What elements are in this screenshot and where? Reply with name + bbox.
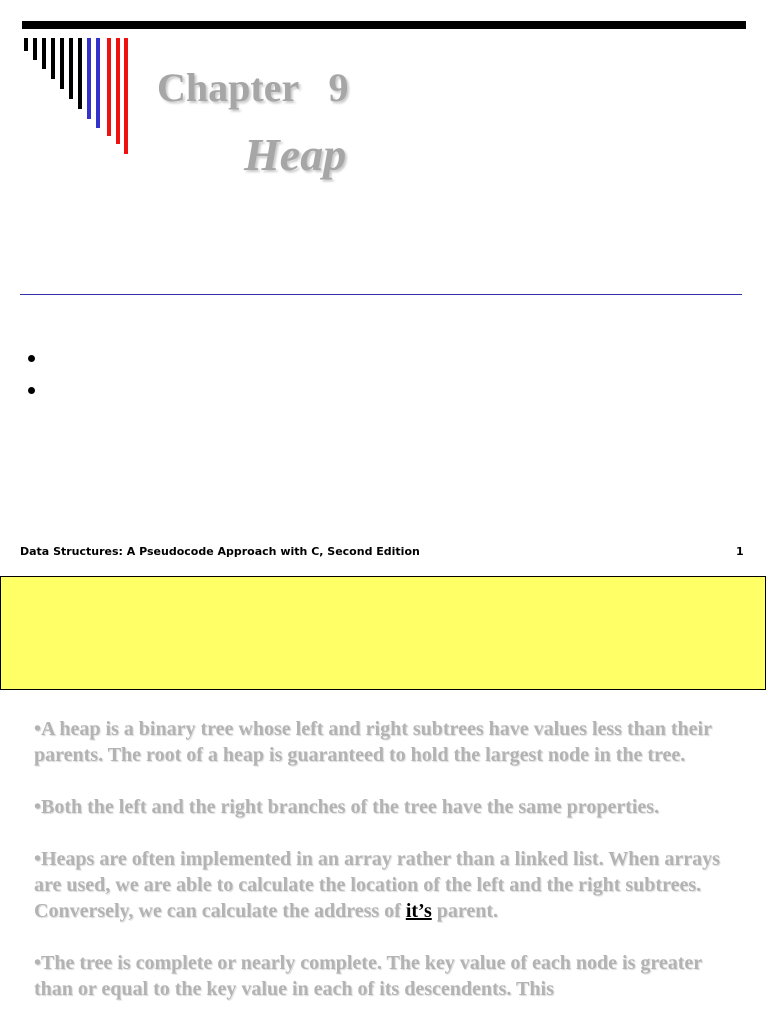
content-slide: [0, 575, 768, 1024]
decor-bar: [96, 38, 100, 128]
bullet-list: [34, 716, 734, 1028]
heading-box: [0, 576, 766, 690]
bullet-text: •Heaps are often implemented in an array rather than a linked list. When arrays are used, we are able to calculate the location of the left and the right subtrees. Conversely, we can calculate the address of: [34, 848, 720, 922]
divider-line: [20, 294, 742, 295]
bullet-point: [34, 846, 734, 924]
highlighted-word: it’s: [405, 900, 432, 922]
top-black-bar: [22, 21, 746, 29]
decor-bar: [78, 38, 82, 109]
bullet-dot: [28, 355, 35, 362]
decor-bar: [60, 38, 64, 89]
chapter-subtitle: Heap: [244, 129, 347, 180]
bullet-point: •The tree is complete or nearly complete. The key value of each node is greater than or equal to the key value in each of its descendents. This: [34, 952, 702, 1000]
decor-bar: [24, 38, 28, 51]
decor-bar: [33, 38, 37, 60]
footer-book-title: Data Structures: A Pseudocode Approach with C, Second Edition: [20, 545, 420, 558]
chapter-title: Chapter 9: [157, 65, 349, 110]
decor-bar: [87, 38, 91, 119]
decor-bar: [42, 38, 46, 69]
decor-bar: [51, 38, 55, 79]
decor-bar: [116, 38, 120, 144]
bullet-point: •A heap is a binary tree whose left and right subtrees have values less than their parents. The root of a heap is guaranteed to hold the largest node in the tree.: [34, 718, 712, 766]
bullet-point: •Both the left and the right branches of the tree have the same properties.: [34, 796, 660, 818]
decor-bar: [107, 38, 111, 136]
decor-bar: [124, 38, 128, 154]
bullet-text: parent.: [431, 900, 499, 922]
bullet-dot: [28, 387, 35, 394]
decor-bar: [69, 38, 73, 99]
footer-page-number: 1: [736, 545, 744, 558]
